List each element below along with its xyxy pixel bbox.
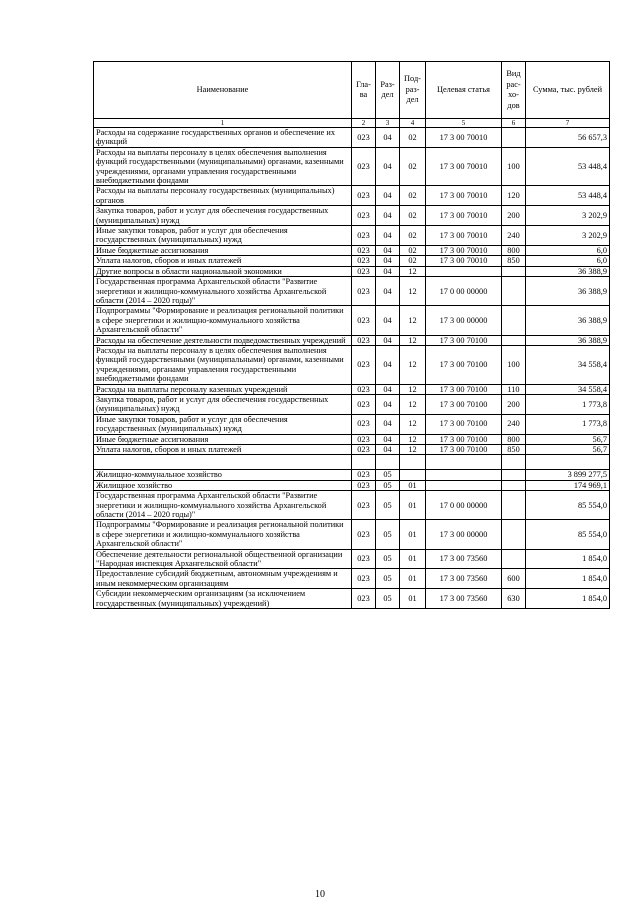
podrazdel-cell: 02	[400, 128, 426, 148]
statya-cell	[426, 455, 502, 470]
table-row	[94, 549, 610, 569]
vid-cell	[502, 266, 526, 276]
statya-cell: 17 3 00 70100	[426, 384, 502, 394]
vid-cell	[502, 480, 526, 490]
table-row	[94, 470, 610, 480]
statya-cell	[426, 480, 502, 490]
summa-cell: 53 448,4	[526, 186, 610, 206]
summa-cell: 6,0	[526, 245, 610, 255]
razdel-cell: 05	[376, 491, 400, 520]
podrazdel-cell: 02	[400, 256, 426, 266]
summa-cell: 1 854,0	[526, 589, 610, 609]
podrazdel-cell: 01	[400, 569, 426, 589]
statya-cell: 17 3 00 70010	[426, 186, 502, 206]
row-name-cell: Жилищно-коммунальное хозяйство	[94, 470, 352, 480]
razdel-cell: 05	[376, 569, 400, 589]
glava-cell: 023	[352, 384, 376, 394]
header-vid: Вид рас-хо-дов	[502, 62, 526, 119]
razdel-cell: 04	[376, 277, 400, 306]
row-name-cell: Уплата налогов, сборов и иных платежей	[94, 445, 352, 455]
glava-cell: 023	[352, 256, 376, 266]
summa-cell: 174 969,1	[526, 480, 610, 490]
podrazdel-cell: 01	[400, 589, 426, 609]
razdel-cell: 04	[376, 434, 400, 444]
podrazdel-cell: 02	[400, 206, 426, 226]
statya-cell: 17 3 00 70010	[426, 206, 502, 226]
razdel-cell: 04	[376, 206, 400, 226]
summa-cell: 3 202,9	[526, 226, 610, 246]
vid-cell: 100	[502, 345, 526, 384]
column-number: 1	[94, 119, 352, 128]
vid-cell: 100	[502, 147, 526, 186]
vid-cell: 630	[502, 589, 526, 609]
row-name-cell: Иные бюджетные ассигнования	[94, 434, 352, 444]
glava-cell: 023	[352, 434, 376, 444]
glava-cell: 023	[352, 414, 376, 434]
glava-cell: 023	[352, 491, 376, 520]
razdel-cell: 05	[376, 549, 400, 569]
podrazdel-cell: 12	[400, 345, 426, 384]
glava-cell: 023	[352, 470, 376, 480]
podrazdel-cell: 01	[400, 520, 426, 549]
vid-cell: 850	[502, 445, 526, 455]
row-name-cell: Субсидии некоммерческим организациям (за исключением государственных (муниципальных) учреждений)	[94, 589, 352, 609]
statya-cell	[426, 470, 502, 480]
summa-cell: 85 554,0	[526, 491, 610, 520]
vid-cell: 600	[502, 569, 526, 589]
vid-cell: 200	[502, 206, 526, 226]
glava-cell	[352, 455, 376, 470]
summa-cell: 85 554,0	[526, 520, 610, 549]
podrazdel-cell: 12	[400, 434, 426, 444]
razdel-cell: 04	[376, 306, 400, 335]
table-row	[94, 384, 610, 394]
statya-cell: 17 3 00 70010	[426, 245, 502, 255]
page-number: 10	[315, 889, 325, 900]
summa-cell: 36 388,9	[526, 266, 610, 276]
table-row	[94, 277, 610, 306]
podrazdel-cell: 12	[400, 335, 426, 345]
razdel-cell: 04	[376, 186, 400, 206]
column-number: 5	[426, 119, 502, 128]
statya-cell: 17 3 00 70100	[426, 445, 502, 455]
table-row	[94, 414, 610, 434]
vid-cell	[502, 128, 526, 148]
vid-cell: 800	[502, 245, 526, 255]
row-name-cell: Иные бюджетные ассигнования	[94, 245, 352, 255]
summa-cell: 34 558,4	[526, 384, 610, 394]
vid-cell: 200	[502, 394, 526, 414]
razdel-cell: 04	[376, 147, 400, 186]
row-name-cell: Расходы на обеспечение деятельности подведомственных учреждений	[94, 335, 352, 345]
glava-cell: 023	[352, 589, 376, 609]
summa-cell: 1 854,0	[526, 549, 610, 569]
podrazdel-cell: 01	[400, 480, 426, 490]
header-name: Наименование	[94, 62, 352, 119]
podrazdel-cell: 12	[400, 384, 426, 394]
statya-cell: 17 0 00 00000	[426, 277, 502, 306]
statya-cell: 17 3 00 00000	[426, 520, 502, 549]
header-podrazdel: Под-раз-дел	[400, 62, 426, 119]
podrazdel-cell	[400, 470, 426, 480]
glava-cell: 023	[352, 306, 376, 335]
summa-cell: 56 657,3	[526, 128, 610, 148]
table-row	[94, 569, 610, 589]
table-row	[94, 491, 610, 520]
podrazdel-cell: 12	[400, 306, 426, 335]
summa-cell: 36 388,9	[526, 335, 610, 345]
razdel-cell: 04	[376, 128, 400, 148]
table-row	[94, 147, 610, 186]
column-number: 4	[400, 119, 426, 128]
summa-cell: 1 773,8	[526, 414, 610, 434]
table-row	[94, 455, 610, 470]
row-name-cell: Жилищное хозяйство	[94, 480, 352, 490]
header-glava: Гла-ва	[352, 62, 376, 119]
row-name-cell	[94, 455, 352, 470]
razdel-cell	[376, 455, 400, 470]
statya-cell: 17 3 00 70010	[426, 226, 502, 246]
razdel-cell: 05	[376, 589, 400, 609]
podrazdel-cell: 02	[400, 147, 426, 186]
razdel-cell: 04	[376, 384, 400, 394]
row-name-cell: Обеспечение деятельности региональной общественной организации "Народная инспекция Архангельской области"	[94, 549, 352, 569]
summa-cell: 3 202,9	[526, 206, 610, 226]
statya-cell: 17 3 00 73560	[426, 549, 502, 569]
glava-cell: 023	[352, 277, 376, 306]
vid-cell	[502, 491, 526, 520]
podrazdel-cell: 02	[400, 226, 426, 246]
row-name-cell: Расходы на выплаты персоналу в целях обеспечения выполнения функций государственными (муниципальными) органами, казенными учреждениями, органами управления государственными внебюджетными фондами	[94, 147, 352, 186]
podrazdel-cell: 12	[400, 266, 426, 276]
table-row	[94, 480, 610, 490]
row-name-cell: Иные закупки товаров, работ и услуг для обеспечения государственных (муниципальных) нужд	[94, 414, 352, 434]
vid-cell	[502, 470, 526, 480]
header-statya: Целевая статья	[426, 62, 502, 119]
razdel-cell: 05	[376, 520, 400, 549]
statya-cell: 17 3 00 73560	[426, 589, 502, 609]
glava-cell: 023	[352, 480, 376, 490]
podrazdel-cell: 01	[400, 549, 426, 569]
vid-cell	[502, 455, 526, 470]
vid-cell	[502, 520, 526, 549]
vid-cell: 240	[502, 414, 526, 434]
summa-cell: 34 558,4	[526, 345, 610, 384]
glava-cell: 023	[352, 266, 376, 276]
table-row	[94, 206, 610, 226]
vid-cell: 110	[502, 384, 526, 394]
glava-cell: 023	[352, 394, 376, 414]
vid-cell: 800	[502, 434, 526, 444]
razdel-cell: 04	[376, 335, 400, 345]
statya-cell: 17 3 00 70100	[426, 394, 502, 414]
row-name-cell: Государственная программа Архангельской области "Развитие энергетики и жилищно-коммунального хозяйства Архангельской области (2014 – 2020 годы)"	[94, 277, 352, 306]
statya-cell: 17 3 00 00000	[426, 306, 502, 335]
statya-cell: 17 3 00 73560	[426, 569, 502, 589]
summa-cell: 3 899 277,5	[526, 470, 610, 480]
glava-cell: 023	[352, 549, 376, 569]
vid-cell: 120	[502, 186, 526, 206]
summa-cell: 6,0	[526, 256, 610, 266]
summa-cell: 36 388,9	[526, 306, 610, 335]
razdel-cell: 04	[376, 414, 400, 434]
vid-cell: 240	[502, 226, 526, 246]
podrazdel-cell: 12	[400, 277, 426, 306]
column-number: 6	[502, 119, 526, 128]
table-header-row	[94, 62, 610, 119]
glava-cell: 023	[352, 186, 376, 206]
statya-cell: 17 3 00 70100	[426, 335, 502, 345]
glava-cell: 023	[352, 345, 376, 384]
table-row	[94, 394, 610, 414]
summa-cell: 1 854,0	[526, 569, 610, 589]
glava-cell: 023	[352, 245, 376, 255]
glava-cell: 023	[352, 128, 376, 148]
column-number: 2	[352, 119, 376, 128]
statya-cell: 17 3 00 70100	[426, 434, 502, 444]
header-razdel: Раз-дел	[376, 62, 400, 119]
statya-cell: 17 3 00 70100	[426, 345, 502, 384]
razdel-cell: 05	[376, 470, 400, 480]
vid-cell	[502, 277, 526, 306]
summa-cell: 56,7	[526, 445, 610, 455]
razdel-cell: 04	[376, 245, 400, 255]
table-row	[94, 306, 610, 335]
row-name-cell: Расходы на выплаты персоналу в целях обеспечения выполнения функций государственными (муниципальными) органами, казенными учреждениями, органами управления государственными внебюджетными фондами	[94, 345, 352, 384]
table-body	[94, 119, 610, 609]
podrazdel-cell	[400, 455, 426, 470]
razdel-cell: 04	[376, 394, 400, 414]
podrazdel-cell: 12	[400, 394, 426, 414]
razdel-cell: 04	[376, 256, 400, 266]
row-name-cell: Государственная программа Архангельской области "Развитие энергетики и жилищно-коммунального хозяйства Архангельской области (2014 – 2020 годы)"	[94, 491, 352, 520]
budget-table	[93, 61, 610, 609]
table-row	[94, 345, 610, 384]
table-row	[94, 266, 610, 276]
podrazdel-cell: 12	[400, 445, 426, 455]
vid-cell	[502, 549, 526, 569]
row-name-cell: Подпрограммы "Формирование и реализация региональной политики в сфере энергетики и жилищно-коммунального хозяйства Архангельской области"	[94, 306, 352, 335]
summa-cell: 1 773,8	[526, 394, 610, 414]
summa-cell	[526, 455, 610, 470]
summa-cell: 36 388,9	[526, 277, 610, 306]
row-name-cell: Расходы на выплаты персоналу государственных (муниципальных) органов	[94, 186, 352, 206]
row-name-cell: Закупка товаров, работ и услуг для обеспечения государственных (муниципальных) нужд	[94, 206, 352, 226]
table-row	[94, 589, 610, 609]
column-number: 7	[526, 119, 610, 128]
table-row	[94, 226, 610, 246]
glava-cell: 023	[352, 147, 376, 186]
statya-cell: 17 3 00 70010	[426, 256, 502, 266]
statya-cell: 17 3 00 70010	[426, 147, 502, 186]
statya-cell	[426, 266, 502, 276]
podrazdel-cell: 02	[400, 245, 426, 255]
podrazdel-cell: 01	[400, 491, 426, 520]
glava-cell: 023	[352, 226, 376, 246]
podrazdel-cell: 02	[400, 186, 426, 206]
row-name-cell: Уплата налогов, сборов и иных платежей	[94, 256, 352, 266]
razdel-cell: 04	[376, 266, 400, 276]
podrazdel-cell: 12	[400, 414, 426, 434]
glava-cell: 023	[352, 569, 376, 589]
vid-cell	[502, 306, 526, 335]
table-row	[94, 335, 610, 345]
statya-cell: 17 3 00 70010	[426, 128, 502, 148]
row-name-cell: Расходы на содержание государственных органов и обеспечение их функций	[94, 128, 352, 148]
header-summa: Сумма, тыс. рублей	[526, 62, 610, 119]
table-row	[94, 245, 610, 255]
summa-cell: 53 448,4	[526, 147, 610, 186]
row-name-cell: Закупка товаров, работ и услуг для обеспечения государственных (муниципальных) нужд	[94, 394, 352, 414]
glava-cell: 023	[352, 206, 376, 226]
row-name-cell: Подпрограммы "Формирование и реализация региональной политики в сфере энергетики и жилищно-коммунального хозяйства Архангельской области"	[94, 520, 352, 549]
razdel-cell: 04	[376, 226, 400, 246]
statya-cell: 17 0 00 00000	[426, 491, 502, 520]
vid-cell	[502, 335, 526, 345]
glava-cell: 023	[352, 445, 376, 455]
glava-cell: 023	[352, 520, 376, 549]
table-row	[94, 128, 610, 148]
razdel-cell: 04	[376, 445, 400, 455]
table-row	[94, 445, 610, 455]
row-name-cell: Иные закупки товаров, работ и услуг для обеспечения государственных (муниципальных) нужд	[94, 226, 352, 246]
row-name-cell: Предоставление субсидий бюджетным, автономным учреждениям и иным некоммерческим организациям	[94, 569, 352, 589]
table-row	[94, 434, 610, 444]
table-row	[94, 256, 610, 266]
summa-cell: 56,7	[526, 434, 610, 444]
row-name-cell: Расходы на выплаты персоналу казенных учреждений	[94, 384, 352, 394]
table-row	[94, 520, 610, 549]
column-number-row	[94, 119, 610, 128]
column-number: 3	[376, 119, 400, 128]
statya-cell: 17 3 00 70100	[426, 414, 502, 434]
table-row	[94, 186, 610, 206]
razdel-cell: 05	[376, 480, 400, 490]
row-name-cell: Другие вопросы в области национальной экономики	[94, 266, 352, 276]
vid-cell: 850	[502, 256, 526, 266]
razdel-cell: 04	[376, 345, 400, 384]
glava-cell: 023	[352, 335, 376, 345]
